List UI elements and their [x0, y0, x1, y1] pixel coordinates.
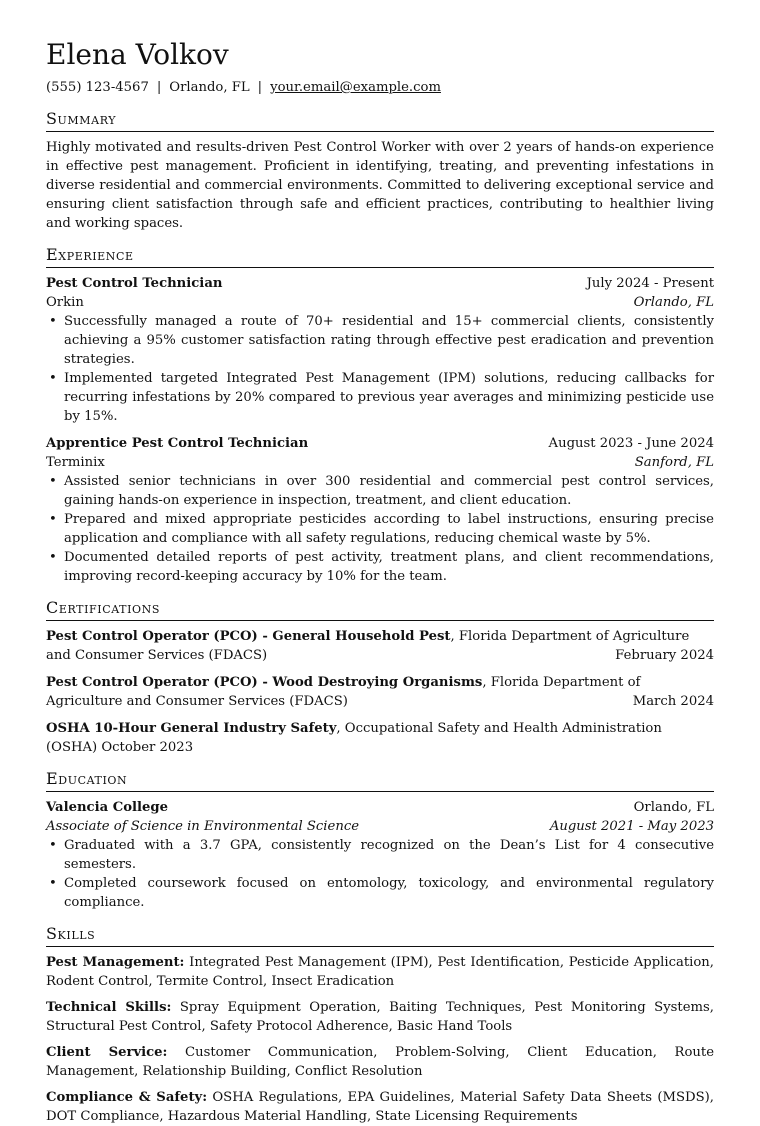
summary-text: Highly motivated and results-driven Pest Control Worker with over 2 years of hands-on experience in effective pest management. Proficient in identifying, treating, and preventing infestations in diverse residential and commercial environments. Committed to delivering exceptional service and ensuring client satisfaction through safe and efficient practices, contributing to healthier living and working spaces.: [46, 140, 714, 231]
email-link[interactable]: your.email@example.com: [270, 80, 441, 95]
list-item: • Implemented targeted Integrated Pest Management (IPM) solutions, reducing callbacks for recurring infestations by 20% compared to previous year averages and minimizing pesticide use by 15%.: [64, 369, 714, 426]
certification-date: February 2024: [615, 648, 714, 663]
job-entry: [46, 274, 714, 426]
list-item: • Assisted senior technicians in over 300 residential and commercial pest control services, gaining hands-on experience in inspection, treatment, and client education.: [64, 472, 714, 510]
list-item: • Documented detailed reports of pest activity, treatment plans, and client recommendations, improving record-keeping accuracy by 10% for the team.: [64, 548, 714, 586]
skill-entry: [46, 998, 714, 1036]
skill-label: Client Service:: [46, 1045, 168, 1060]
certification-name: OSHA 10-Hour General Industry Safety: [46, 721, 337, 736]
skill-entry: [46, 1088, 714, 1126]
list-item: • Successfully managed a route of 70+ residential and 15+ commercial clients, consistently achieving a 95% customer satisfaction rating through effective pest eradication and prevention strategies.: [64, 312, 714, 369]
job-role: Pest Control Technician: [46, 276, 223, 291]
list-item: • Graduated with a 3.7 GPA, consistently recognized on the Dean’s List for 4 consecutive semesters.: [64, 836, 714, 874]
list-item: • Completed coursework focused on entomology, toxicology, and environmental regulatory compliance.: [64, 874, 714, 912]
degree-name: Associate of Science in Environmental Science: [46, 819, 360, 834]
skill-label: Pest Management:: [46, 955, 185, 970]
certification-name: Pest Control Operator (PCO) - General Household Pest: [46, 629, 451, 644]
certifications-section: [46, 598, 714, 757]
list-item: • Prepared and mixed appropriate pesticides according to label instructions, ensuring precise application and compliance with all safety regulations, reducing chemical waste by 5%.: [64, 510, 714, 548]
certification-entry: [46, 627, 714, 665]
skill-text: Customer Communication, Problem-Solving, Client Education, Route Management, Relationship Building, Conflict Resolution: [46, 1045, 714, 1079]
summary-section: [46, 109, 714, 233]
phone-number: (555) 123-4567: [46, 80, 149, 95]
section-title-education: Education: [46, 769, 714, 792]
contact-separator: |: [156, 80, 162, 95]
job-bullets: [46, 472, 714, 586]
school-name: Valencia College: [46, 800, 169, 815]
certification-entry: [46, 673, 714, 711]
certification-date: March 2024: [632, 694, 714, 709]
skill-entry: [46, 953, 714, 991]
contact-separator: |: [257, 80, 263, 95]
education-section: [46, 769, 714, 912]
resume-header: [46, 38, 714, 97]
skill-text: Integrated Pest Management (IPM), Pest Identification, Pesticide Application, Rodent Control, Termite Control, Insect Eradication: [46, 955, 714, 989]
certification-issuer: , Occupational Safety and Health Administration (OSHA) October 2023: [46, 721, 662, 755]
education-bullets: [46, 836, 714, 912]
section-title-summary: Summary: [46, 109, 714, 132]
job-bullets: [46, 312, 714, 426]
skill-text: Spray Equipment Operation, Baiting Techniques, Pest Monitoring Systems, Structural Pest Control, Safety Protocol Adherence, Basic Hand Tools: [46, 1000, 715, 1034]
job-company: Orkin: [46, 295, 84, 310]
certification-issuer: , Florida Department of Agriculture and Consumer Services (FDACS): [46, 629, 690, 663]
job-dates: July 2024 - Present: [586, 276, 714, 291]
section-title-certifications: Certifications: [46, 598, 714, 621]
job-role: Apprentice Pest Control Technician: [46, 436, 309, 451]
skills-section: [46, 924, 714, 1126]
experience-section: [46, 245, 714, 586]
contact-line: [46, 78, 714, 97]
certification-issuer: , Florida Department of Agriculture and Consumer Services (FDACS): [46, 675, 641, 709]
skill-text: OSHA Regulations, EPA Guidelines, Material Safety Data Sheets (MSDS), DOT Compliance, Hazardous Material Handling, State Licensing Requirements: [46, 1090, 714, 1124]
location: Orlando, FL: [169, 80, 250, 95]
job-dates: August 2023 - June 2024: [548, 436, 714, 451]
certification-entry: [46, 719, 714, 757]
section-title-experience: Experience: [46, 245, 714, 268]
school-location: Orlando, FL: [633, 800, 714, 815]
candidate-name: Elena Volkov: [46, 38, 229, 71]
education-dates: August 2021 - May 2023: [549, 819, 714, 834]
skill-label: Technical Skills:: [46, 1000, 172, 1015]
skill-entry: [46, 1043, 714, 1081]
job-location: Orlando, FL: [633, 295, 714, 310]
job-company: Terminix: [46, 455, 105, 470]
job-location: Sanford, FL: [634, 455, 714, 470]
job-entry: [46, 434, 714, 586]
section-title-skills: Skills: [46, 924, 714, 947]
certification-name: Pest Control Operator (PCO) - Wood Destroying Organisms: [46, 675, 483, 690]
skill-label: Compliance & Safety:: [46, 1090, 208, 1105]
